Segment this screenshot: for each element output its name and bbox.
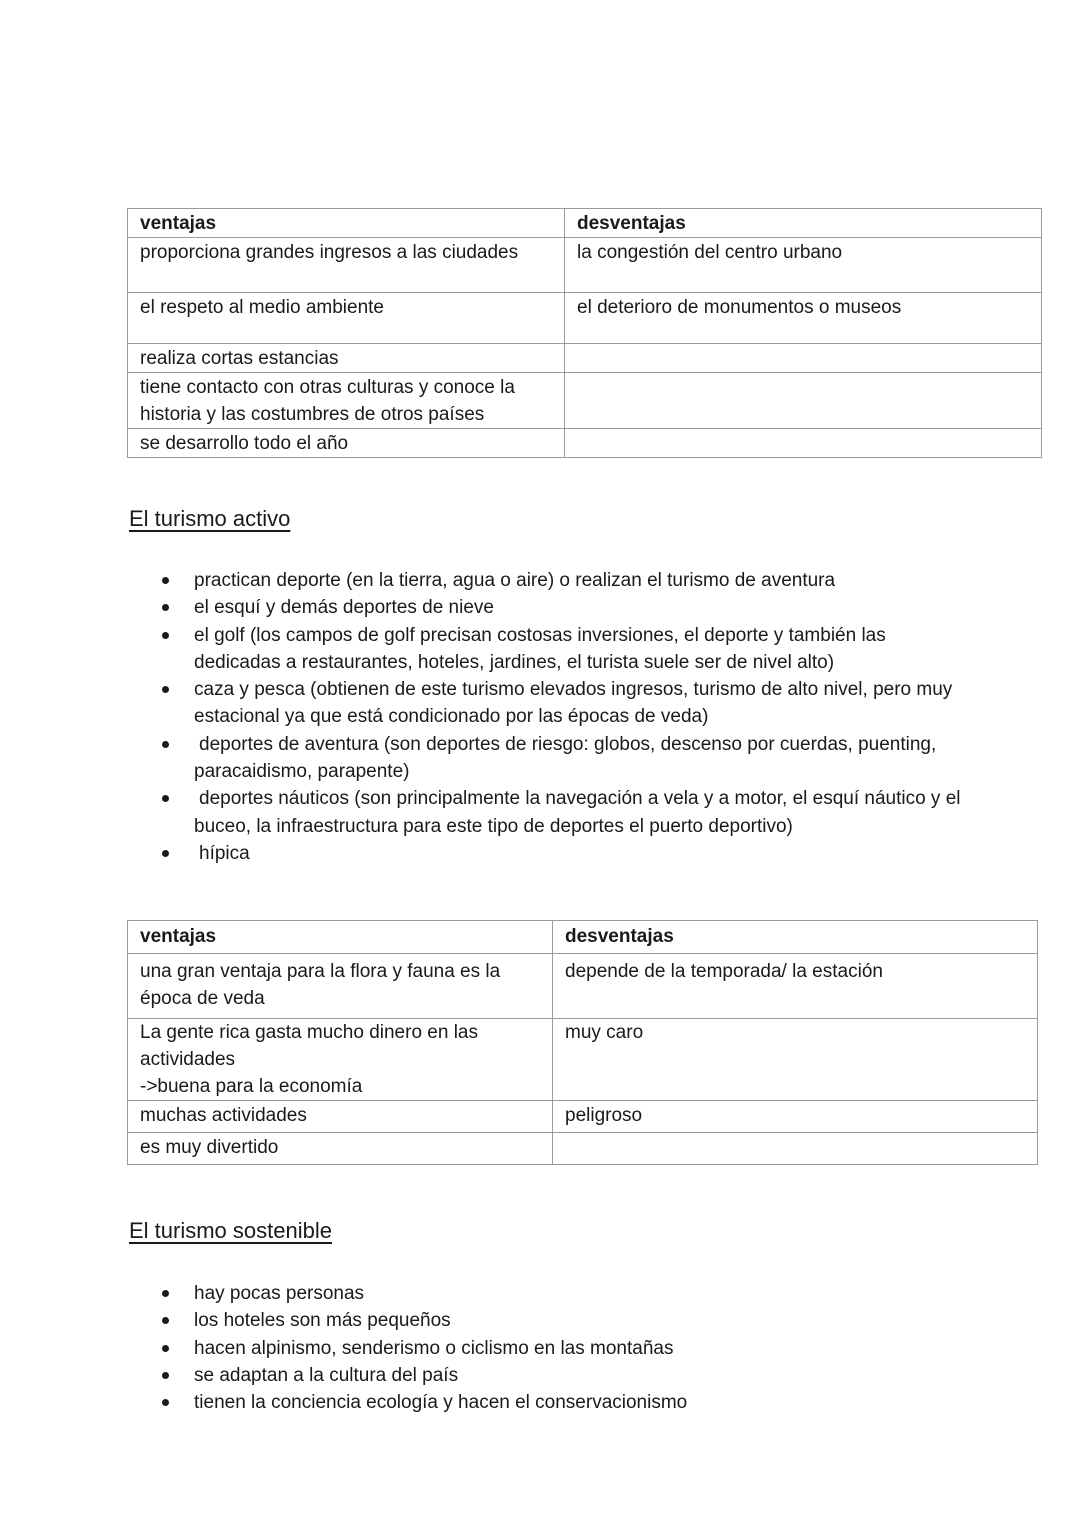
table-cell	[128, 1019, 553, 1101]
list-item	[150, 1389, 970, 1416]
table-active-tourism	[127, 920, 1038, 1165]
table-row	[128, 1133, 1038, 1165]
header-desventajas: desventajas	[565, 209, 1042, 238]
list-item-text: hípica	[199, 842, 250, 864]
table-row	[128, 1101, 1038, 1133]
table-cell: se desarrollo todo el año	[128, 429, 565, 458]
section-title-turismo-activo: El turismo activo	[129, 506, 291, 531]
list-item	[150, 676, 970, 731]
list-item	[150, 731, 970, 786]
table-row	[128, 344, 1042, 373]
list-item	[150, 567, 970, 594]
table-cell	[565, 429, 1042, 458]
header-ventajas: ventajas	[128, 921, 553, 954]
table-cell: depende de la temporada/ la estación	[553, 954, 1038, 1019]
list-item-text: se adaptan a la cultura del país	[194, 1364, 459, 1386]
list-item-text: hacen alpinismo, senderismo o ciclismo en las montañas	[194, 1337, 674, 1359]
table-cell	[565, 373, 1042, 429]
table-cell: muchas actividades	[128, 1101, 553, 1133]
section-title-turismo-sostenible: El turismo sostenible	[129, 1218, 332, 1243]
table-cell: muy caro	[553, 1019, 1038, 1101]
list-item-text: deportes de aventura (son deportes de riesgo: globos, descenso por cuerdas, puenting, paracaidismo, parapente)	[194, 733, 937, 783]
table-cell-line: ->buena para la economía	[140, 1076, 363, 1097]
table-cell: una gran ventaja para la flora y fauna es la época de veda	[128, 954, 553, 1019]
list-item-text: hay pocas personas	[194, 1283, 365, 1304]
list-item	[150, 840, 970, 867]
list-item	[150, 622, 970, 677]
table-row	[128, 238, 1042, 293]
list-item	[150, 1362, 970, 1389]
table-cell	[553, 1133, 1038, 1165]
table-cell	[565, 344, 1042, 373]
table-cell: proporciona grandes ingresos a las ciudades	[128, 238, 565, 293]
table-cell: peligroso	[553, 1101, 1038, 1133]
table-row	[128, 373, 1042, 429]
table-cell: el deterioro de monumentos o museos	[565, 293, 1042, 344]
table-header-row	[128, 209, 1042, 238]
table-cell-line: La gente rica gasta mucho dinero en las actividades	[140, 1022, 478, 1070]
table-urban-tourism	[127, 208, 1042, 458]
list-item-text: el golf (los campos de golf precisan costosas inversiones, el deporte y también las dedicadas a restaurantes, hoteles, jardines, el turista suele ser de nivel alto)	[194, 624, 886, 673]
list-item	[150, 1307, 970, 1334]
table-row	[128, 293, 1042, 344]
list-item	[150, 1335, 970, 1362]
bullet-list-turismo-sostenible	[150, 1280, 970, 1416]
table-cell: realiza cortas estancias	[128, 344, 565, 373]
header-desventajas: desventajas	[553, 921, 1038, 954]
bullet-list-turismo-activo	[150, 567, 970, 867]
list-item-text: deportes náuticos (son principalmente la navegación a vela y a motor, el esquí náutico y el buceo, la infraestructura para este tipo de deportes el puerto deportivo)	[194, 788, 961, 837]
list-item-text: practican deporte (en la tierra, agua o aire) o realizan el turismo de aventura	[194, 570, 836, 591]
table-cell: tiene contacto con otras culturas y conoce la historia y las costumbres de otros países	[128, 373, 565, 429]
list-item	[150, 1280, 970, 1307]
table-cell: es muy divertido	[128, 1133, 553, 1165]
list-item	[150, 785, 970, 840]
table-row	[128, 429, 1042, 458]
list-item-text: caza y pesca (obtienen de este turismo elevados ingresos, turismo de alto nivel, pero muy estacional ya que está condicionado por las épocas de veda)	[194, 679, 953, 728]
table-row	[128, 954, 1038, 1019]
list-item	[150, 594, 970, 621]
table-header-row	[128, 921, 1038, 954]
list-item-text: los hoteles son más pequeños	[194, 1310, 451, 1332]
table-cell: el respeto al medio ambiente	[128, 293, 565, 344]
header-ventajas: ventajas	[128, 209, 565, 238]
table-row	[128, 1019, 1038, 1101]
list-item-text: tienen la conciencia ecología y hacen el conservacionismo	[194, 1392, 688, 1414]
table-cell: la congestión del centro urbano	[565, 238, 1042, 293]
list-item-text: el esquí y demás deportes de nieve	[194, 597, 494, 619]
